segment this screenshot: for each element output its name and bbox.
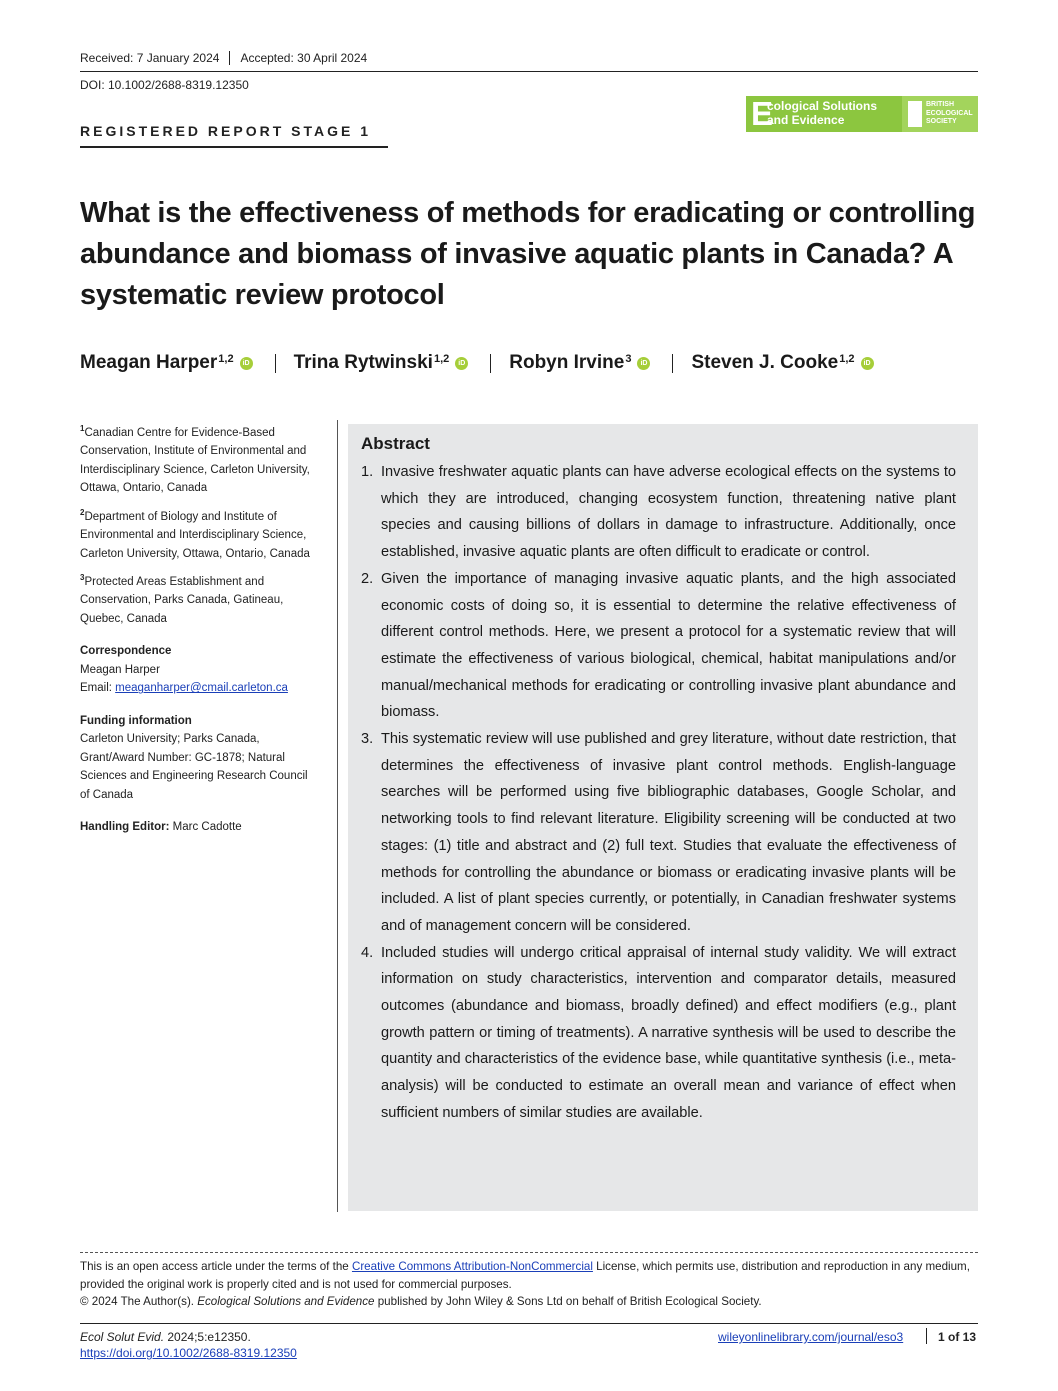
license-link[interactable]: Creative Commons Attribution-NonCommercial <box>351 1260 593 1273</box>
author-divider <box>672 354 673 373</box>
author-name[interactable]: Robyn Irvine <box>509 352 625 373</box>
footer-divider <box>926 1328 927 1344</box>
abstract-item-number: 4. <box>361 944 374 961</box>
email-label: Email: <box>80 682 116 695</box>
orcid-icon[interactable]: iD <box>240 357 253 370</box>
author[interactable] <box>294 352 469 374</box>
section-label: REGISTERED REPORT STAGE 1 <box>80 123 371 139</box>
journal-link[interactable]: wileyonlinelibrary.com/journal/eso3 <box>718 1330 904 1344</box>
abstract-item-text: This systematic review will use published and grey literature, without date restriction, that determines the effectiveness of invasive plant control methods. English-language searches will be performed using five bibliographic databases, Google Scholar, and networking tools to find relevant literature. Eligibility screening will be conducted at two stages: (1) title and abstract and (2) full text. Studies that evaluate the effectiveness of methods for controlling the abundance or biomass or eradicating invasive plants will be included. A list of plant species currently, or potentially, in Canadian freshwater systems and of management concern will be considered. <box>381 731 956 934</box>
copyright-end: published by John Wiley & Sons Ltd on behalf of British Ecological Society. <box>374 1295 762 1308</box>
author[interactable] <box>509 352 650 374</box>
affiliation <box>80 569 320 628</box>
author-divider <box>490 354 491 373</box>
page-number: 1 of 13 <box>938 1330 977 1344</box>
section-rule <box>80 146 388 148</box>
author[interactable] <box>691 352 873 374</box>
society-logo-mark <box>908 101 922 127</box>
orcid-icon[interactable]: iD <box>861 357 874 370</box>
society-line2: ECOLOGICAL <box>926 109 973 117</box>
column-divider <box>337 420 338 1212</box>
article-doi: DOI: 10.1002/2688-8319.12350 <box>80 78 249 92</box>
email-link[interactable]: meaganharper@cmail.carleton.ca <box>115 682 288 695</box>
article-title: What is the effectiveness of methods for eradicating or controlling abundance and biomass of invasive aquatic plants in Canada? A systematic review protocol <box>80 197 976 311</box>
author-affiliation: 3 <box>625 353 632 365</box>
abstract-item-text: Given the importance of managing invasive aquatic plants, and the high associated economic costs of doing so, it is essential to determine the relative effectiveness of different control methods. Here, we present a protocol for a systematic review that will estimate the effectiveness of various biological, chemical, habitat manipulations and/or manual/mechanical methods for eradicating or controlling invasive plant abundance and biomass. <box>381 570 956 721</box>
citation-volume: 2024;5:e12350. <box>164 1330 251 1344</box>
license-note <box>80 1258 978 1311</box>
society-line1: BRITISH <box>926 101 954 108</box>
abstract-item-text: Included studies will undergo critical appraisal of internal study validity. We will extract information on study characteristics, intervention and comparator details, measured outcomes (abundance and biomass, broadly defined) and effect modifiers (e.g., plant growth pattern or timing of treatments). A narrative synthesis will be used to describe the quantity and characteristics of the evidence base, while quantitative synthesis (i.e., meta-analysis) will be conducted to estimate an overall mean and variance of effect when sufficient numbers of similar studies are available. <box>381 944 956 1121</box>
funding-heading: Funding information <box>80 714 192 727</box>
abstract-item-number: 3. <box>361 731 374 748</box>
handling-editor <box>80 818 320 837</box>
footer-rule <box>80 1323 978 1324</box>
handling-editor-label: Handling Editor: <box>80 821 170 834</box>
society-logo <box>902 96 978 132</box>
copyright-journal: Ecological Solutions and Evidence <box>197 1295 375 1308</box>
footnote-divider <box>80 1252 978 1253</box>
author-affiliation: 1,2 <box>433 353 450 365</box>
author[interactable] <box>80 352 253 374</box>
affiliation-text: Protected Areas Establishment and Conservation, Parks Canada, Gatineau, Quebec, Canada <box>80 575 284 625</box>
author-affiliation: 1,2 <box>218 353 234 365</box>
citation-line <box>80 1329 251 1346</box>
abstract-item-text: Invasive freshwater aquatic plants can have adverse ecological effects on the systems to which they are introduced, changing ecosystem function, threatening native plant species and causing billions of dollars in damage to infrastructure. Additionally, once established, invasive aquatic plants are often difficult to eradicate or control. <box>381 464 956 561</box>
correspondence-heading: Correspondence <box>80 645 172 658</box>
received-date: Received: 7 January 2024 <box>80 51 220 65</box>
journal-logo-letter: E <box>751 95 774 132</box>
society-logo-text <box>926 101 973 127</box>
copyright-start: © 2024 The Author(s). <box>80 1295 198 1308</box>
abstract-item-number: 2. <box>361 570 374 587</box>
citation-journal: Ecol Solut Evid. <box>80 1330 165 1344</box>
orcid-icon[interactable]: iD <box>455 357 468 370</box>
author-affiliation: 1,2 <box>839 353 855 365</box>
abstract-item-number: 1. <box>361 464 374 480</box>
author-name[interactable]: Meagan Harper <box>80 352 218 373</box>
author-name[interactable]: Trina Rytwinski <box>293 352 433 373</box>
correspondence-email <box>80 679 320 698</box>
affiliation <box>80 420 320 498</box>
accepted-date: Accepted: 30 April 2024 <box>240 51 368 65</box>
affiliation-number: 3 <box>80 573 85 583</box>
orcid-icon[interactable]: iD <box>637 357 650 370</box>
date-divider <box>229 51 230 65</box>
journal-logo-line1: cological Solutions <box>767 99 878 113</box>
article-info-column <box>80 420 320 837</box>
header-rule <box>80 71 978 72</box>
author-name[interactable]: Steven J. Cooke <box>691 352 839 373</box>
affiliation-number: 1 <box>80 424 85 433</box>
abstract-item <box>361 459 956 566</box>
doi-link[interactable]: https://doi.org/10.1002/2688-8319.12350 <box>80 1346 297 1360</box>
abstract-item <box>361 566 956 726</box>
affiliation <box>80 504 320 563</box>
journal-logo-line2: and Evidence <box>767 113 845 127</box>
handling-editor-name: Marc Cadotte <box>169 821 242 834</box>
abstract-heading: Abstract <box>361 434 430 453</box>
correspondence-name: Meagan Harper <box>80 663 160 676</box>
abstract-item <box>361 940 956 1127</box>
abstract-list <box>361 459 956 1127</box>
license-text-start: This is an open access article under the terms of the <box>80 1260 352 1273</box>
funding-text: Carleton University; Parks Canada, Grant/Award Number: GC-1878; Natural Sciences and Engineering Research Council of Canada <box>80 733 308 801</box>
affiliation-text: Department of Biology and Institute of Environmental and Interdisciplinary Science, Carleton University, Ottawa, Ontario, Canada <box>80 510 310 560</box>
affiliation-number: 2 <box>80 507 85 517</box>
affiliation-text: Canadian Centre for Evidence-Based Conservation, Institute of Environmental and Interdisciplinary Science, Carleton University, Ottawa, Ontario, Canada <box>80 426 310 495</box>
society-line3: SOCIETY <box>926 118 957 125</box>
author-list <box>80 352 874 374</box>
abstract-item <box>361 726 956 940</box>
journal-logo-green <box>746 96 902 132</box>
article-dates <box>80 51 367 65</box>
journal-logo[interactable] <box>746 96 978 132</box>
license-text-end: License, which permits use, distribution and reproduction in any medium, provided the original work is properly cited and is not used for commercial purposes. <box>80 1260 970 1291</box>
author-divider <box>275 354 276 373</box>
